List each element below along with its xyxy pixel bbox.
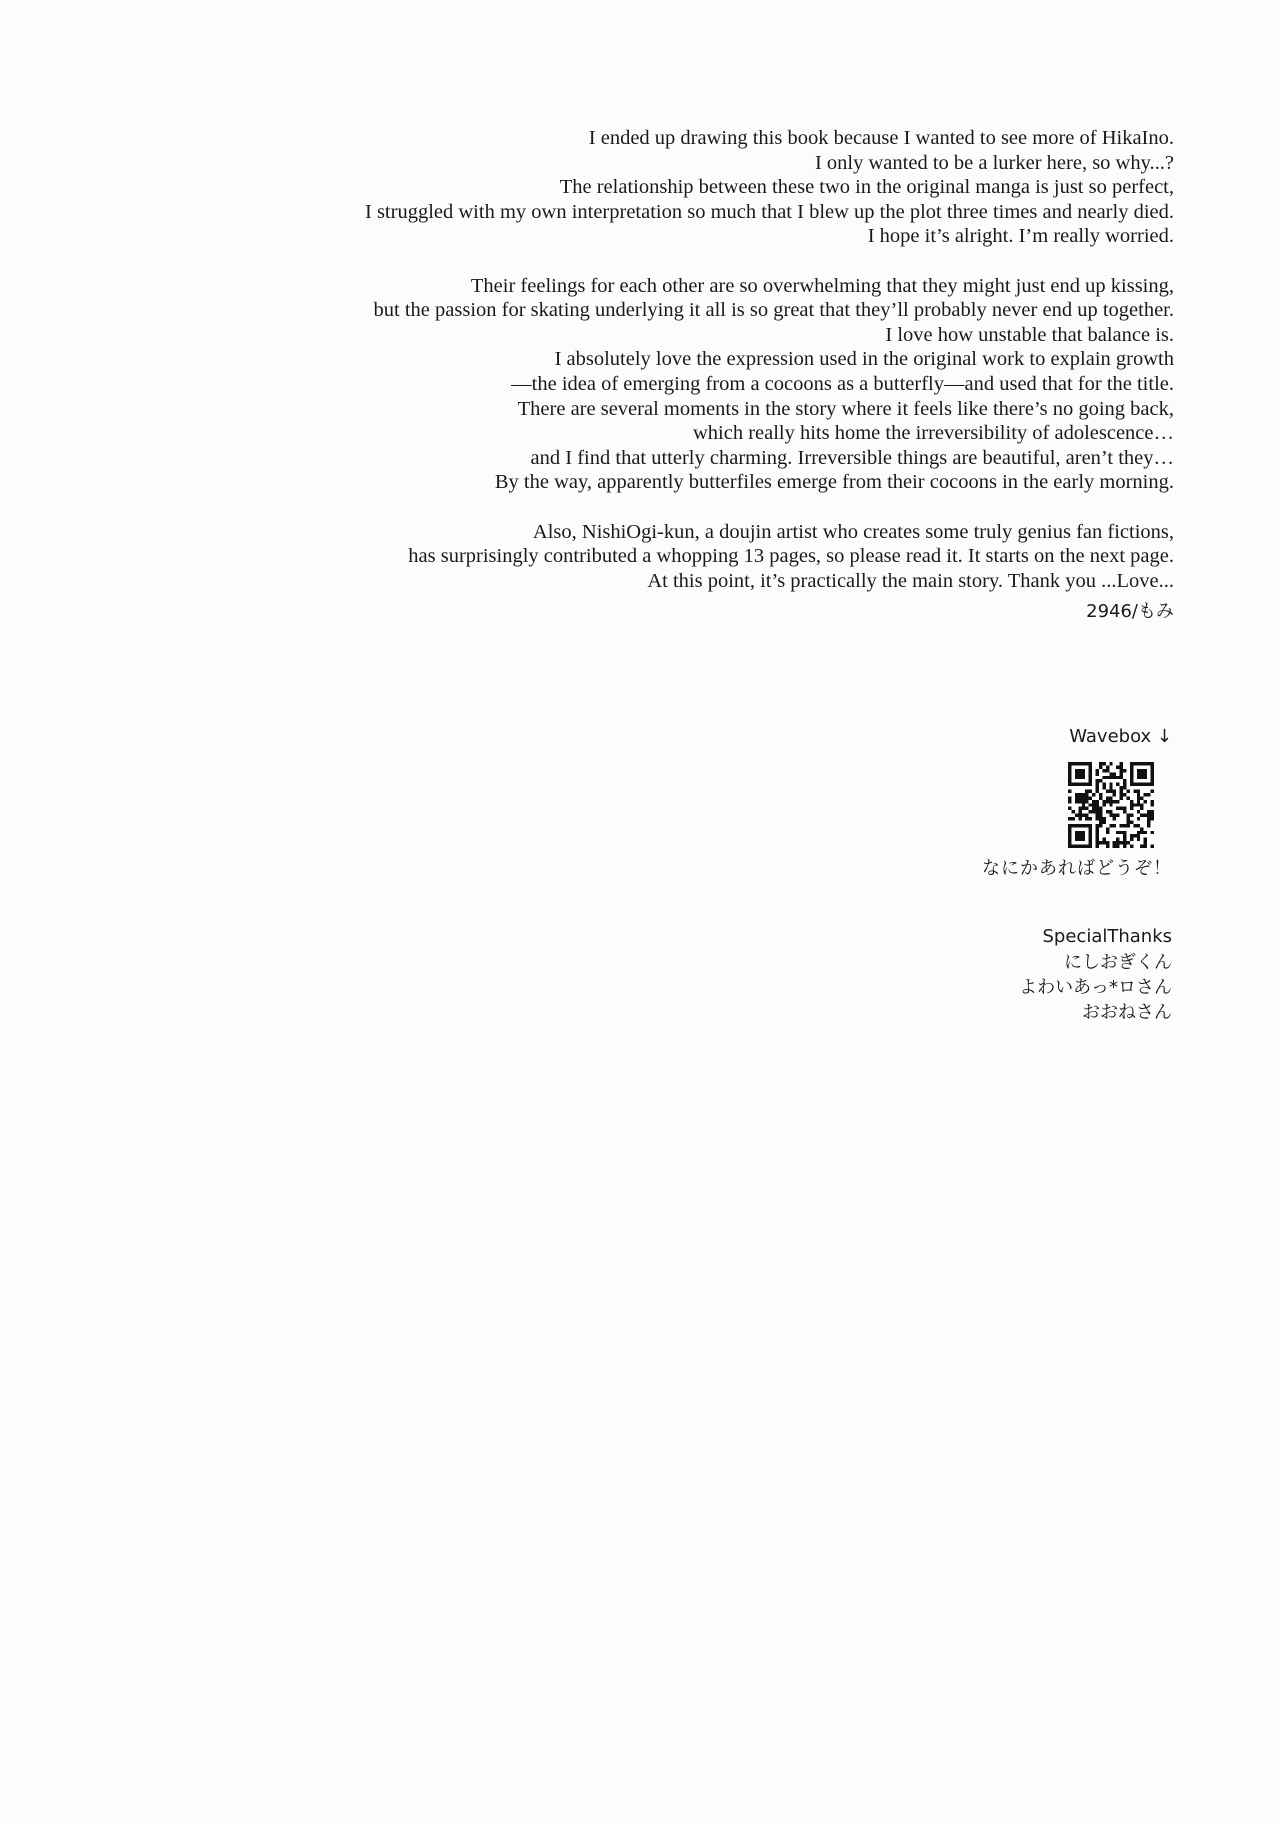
special-thanks <box>772 924 1172 1025</box>
text-line: which really hits home the irreversibility of adolescence… <box>692 422 1174 445</box>
text-line: Also, NishiOgi-kun, a doujin artist who creates some truly genius fan fictions, <box>532 520 1174 543</box>
afterword-paragraph-2 <box>74 274 1174 495</box>
author-signature: 2946/もみ <box>1086 601 1174 623</box>
text-line: I love how unstable that balance is. <box>885 323 1174 346</box>
text-line: Their feelings for each other are so overwhelming that they might just end up kissing, <box>470 274 1174 297</box>
text-line: At this point, it’s practically the main story. Thank you ...Love... <box>647 569 1174 592</box>
special-thanks-heading: SpecialThanks <box>1042 926 1172 947</box>
text-line: I ended up drawing this book because I wanted to see more of HikaIno. <box>588 127 1174 149</box>
afterword-text <box>74 126 1174 625</box>
afterword-paragraph-1 <box>74 126 1174 249</box>
wavebox-note: なにかあればどうぞ！ <box>982 858 1172 879</box>
text-line: but the passion for skating underlying it all is so great that they’ll probably never end up together. <box>373 299 1174 322</box>
afterword-paragraph-3 <box>74 520 1174 594</box>
text-line: By the way, apparently butterfiles emerge from their cocoons in the early morning. <box>494 471 1174 494</box>
text-line: The relationship between these two in the original manga is just so perfect, <box>559 176 1174 199</box>
text-line: has surprisingly contributed a whopping 13 pages, so please read it. It starts on the next page. <box>408 545 1174 568</box>
thanks-name: よわいあっ*ロさん <box>1019 977 1172 998</box>
text-line: I struggled with my own interpretation so much that I blew up the plot three times and nearly died. <box>365 200 1174 223</box>
text-line: I hope it’s alright. I’m really worried. <box>867 225 1174 248</box>
text-line: I only wanted to be a lurker here, so why...? <box>814 151 1174 174</box>
qr-code-icon[interactable] <box>1068 762 1154 848</box>
thanks-name: にしおぎくん <box>1064 952 1172 973</box>
text-line: —the idea of emerging from a cocoons as a butterfly—and used that for the title. <box>511 372 1174 395</box>
wavebox-label: Wavebox ↓ <box>1069 726 1172 747</box>
contact-and-thanks <box>772 724 1172 1025</box>
thanks-name: おおねさん <box>1082 1002 1172 1023</box>
wavebox-qr[interactable] <box>772 762 1172 848</box>
text-line: I absolutely love the expression used in the original work to explain growth <box>554 348 1174 371</box>
text-line: and I find that utterly charming. Irreversible things are beautiful, aren’t they… <box>530 446 1174 469</box>
text-line: There are several moments in the story where it feels like there’s no going back, <box>517 397 1174 420</box>
